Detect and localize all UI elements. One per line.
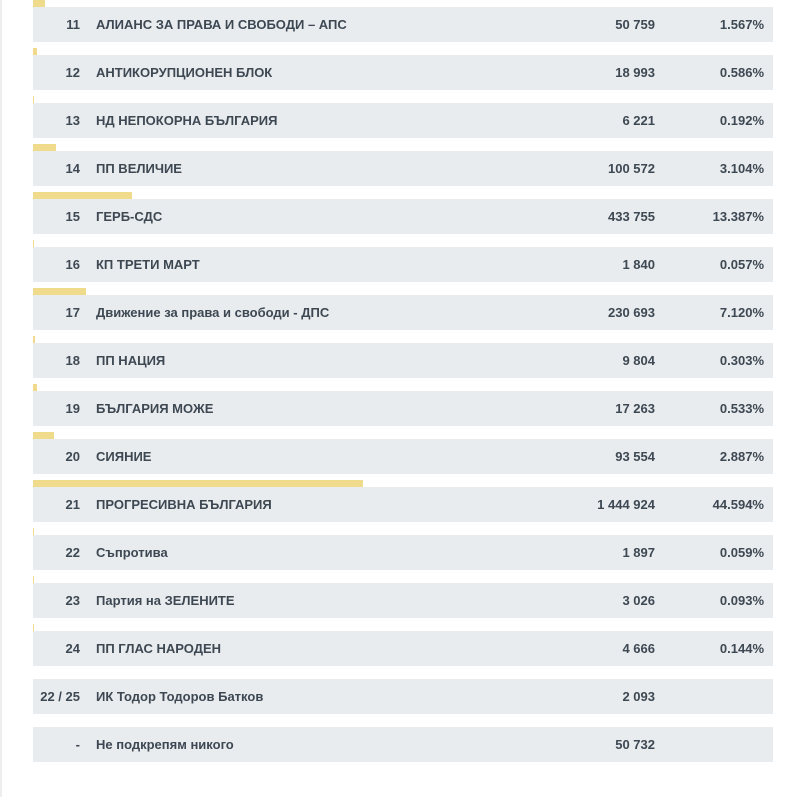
party-number: - <box>75 737 80 752</box>
share-bar-track <box>33 288 773 295</box>
vote-percent: 0.059% <box>719 545 764 560</box>
result-row <box>33 720 773 768</box>
party-name: Не подкрепям никого <box>96 737 234 752</box>
vote-count: 2 093 <box>622 689 655 704</box>
share-bar-track <box>33 528 773 535</box>
vote-count: 50 732 <box>615 737 655 752</box>
share-bar-track <box>33 336 773 343</box>
share-bar-track <box>33 480 773 487</box>
result-row <box>33 672 773 720</box>
party-name: БЪЛГАРИЯ МОЖЕ <box>96 401 214 416</box>
party-number: 21 <box>65 497 80 512</box>
share-bar-track <box>33 144 773 151</box>
vote-percent: 0.586% <box>719 65 764 80</box>
left-border <box>0 0 2 797</box>
vote-count: 6 221 <box>622 113 655 128</box>
vote-count: 230 693 <box>608 305 655 320</box>
result-row <box>33 96 773 144</box>
vote-percent <box>663 727 764 762</box>
result-cell <box>33 439 773 474</box>
party-name: ГЕРБ-СДС <box>96 209 163 224</box>
vote-percent: 13.387% <box>712 209 764 224</box>
result-row <box>33 0 773 48</box>
party-name: Партия на ЗЕЛЕНИТЕ <box>96 593 235 608</box>
vote-percent: 0.192% <box>719 113 764 128</box>
result-row <box>33 528 773 576</box>
vote-percent: 0.533% <box>719 401 764 416</box>
result-cell <box>33 151 773 186</box>
result-row <box>33 240 773 288</box>
vote-count: 93 554 <box>615 449 655 464</box>
party-number: 15 <box>65 209 80 224</box>
result-cell <box>33 487 773 522</box>
share-bar-track <box>33 720 773 727</box>
vote-count: 9 804 <box>622 353 655 368</box>
result-row <box>33 336 773 384</box>
party-name: ИК Тодор Тодоров Батков <box>96 689 264 704</box>
party-number: 18 <box>65 353 80 368</box>
vote-count: 433 755 <box>608 209 655 224</box>
party-name: Движение за права и свободи - ДПС <box>96 305 330 320</box>
vote-percent: 1.567% <box>719 17 764 32</box>
share-bar-track <box>33 48 773 55</box>
share-bar <box>33 192 132 199</box>
party-number: 12 <box>65 65 80 80</box>
party-name: ПП ГЛАС НАРОДЕН <box>96 641 222 656</box>
share-bar <box>33 528 34 535</box>
result-cell <box>33 247 773 282</box>
share-bar <box>33 240 34 247</box>
party-number: 20 <box>65 449 80 464</box>
share-bar <box>33 480 363 487</box>
result-cell <box>33 727 773 762</box>
party-name: АНТИКОРУПЦИОНЕН БЛОК <box>96 65 273 80</box>
vote-count: 1 840 <box>622 257 655 272</box>
party-number: 13 <box>65 113 80 128</box>
party-number: 16 <box>65 257 80 272</box>
result-row <box>33 288 773 336</box>
share-bar-track <box>33 192 773 199</box>
share-bar <box>33 288 86 295</box>
share-bar <box>33 384 37 391</box>
party-name: НД НЕПОКОРНА БЪЛГАРИЯ <box>96 113 278 128</box>
share-bar-track <box>33 96 773 103</box>
share-bar <box>33 624 34 631</box>
result-cell <box>33 631 773 666</box>
result-row <box>33 144 773 192</box>
result-cell <box>33 343 773 378</box>
result-cell <box>33 55 773 90</box>
vote-percent: 44.594% <box>712 497 764 512</box>
party-name: ПП ВЕЛИЧИЕ <box>96 161 182 176</box>
party-name: ПРОГРЕСИВНА БЪЛГАРИЯ <box>96 497 272 512</box>
party-number: 22 / 25 <box>40 689 80 704</box>
party-name: АЛИАНС ЗА ПРАВА И СВОБОДИ – АПС <box>96 17 347 32</box>
result-cell <box>33 7 773 42</box>
share-bar <box>33 0 45 7</box>
vote-count: 18 993 <box>615 65 655 80</box>
share-bar <box>33 336 35 343</box>
party-number: 17 <box>65 305 80 320</box>
vote-count: 1 897 <box>622 545 655 560</box>
result-cell <box>33 295 773 330</box>
vote-percent: 0.144% <box>719 641 764 656</box>
result-cell <box>33 391 773 426</box>
share-bar-track <box>33 672 773 679</box>
party-number: 19 <box>65 401 80 416</box>
share-bar-track <box>33 240 773 247</box>
share-bar-track <box>33 432 773 439</box>
result-row <box>33 432 773 480</box>
result-row <box>33 48 773 96</box>
share-bar-track <box>33 624 773 631</box>
vote-count: 3 026 <box>622 593 655 608</box>
result-row <box>33 624 773 672</box>
party-number: 22 <box>65 545 80 560</box>
vote-percent: 2.887% <box>719 449 764 464</box>
result-row <box>33 192 773 240</box>
party-number: 23 <box>65 593 80 608</box>
party-number: 24 <box>65 641 80 656</box>
party-number: 11 <box>66 17 80 32</box>
vote-count: 100 572 <box>608 161 655 176</box>
share-bar-track <box>33 384 773 391</box>
party-name: СИЯНИЕ <box>96 449 152 464</box>
vote-percent: 7.120% <box>719 305 764 320</box>
share-bar-track <box>33 576 773 583</box>
vote-percent: 0.303% <box>719 353 764 368</box>
result-row <box>33 480 773 528</box>
vote-count: 4 666 <box>622 641 655 656</box>
vote-percent: 0.093% <box>719 593 764 608</box>
share-bar <box>33 432 54 439</box>
vote-percent: 3.104% <box>719 161 764 176</box>
party-name: Съпротива <box>96 545 168 560</box>
result-cell <box>33 199 773 234</box>
vote-count: 50 759 <box>615 17 655 32</box>
result-cell <box>33 103 773 138</box>
share-bar-track <box>33 0 773 7</box>
result-cell <box>33 535 773 570</box>
vote-percent <box>663 679 764 714</box>
share-bar <box>33 576 34 583</box>
vote-percent: 0.057% <box>719 257 764 272</box>
party-name: КП ТРЕТИ МАРТ <box>96 257 200 272</box>
share-bar <box>33 48 37 55</box>
share-bar <box>33 144 56 151</box>
result-cell <box>33 679 773 714</box>
result-row <box>33 576 773 624</box>
vote-count: 1 444 924 <box>597 497 655 512</box>
party-number: 14 <box>65 161 80 176</box>
share-bar <box>33 96 34 103</box>
result-row <box>33 384 773 432</box>
vote-count: 17 263 <box>615 401 655 416</box>
party-name: ПП НАЦИЯ <box>96 353 166 368</box>
result-cell <box>33 583 773 618</box>
